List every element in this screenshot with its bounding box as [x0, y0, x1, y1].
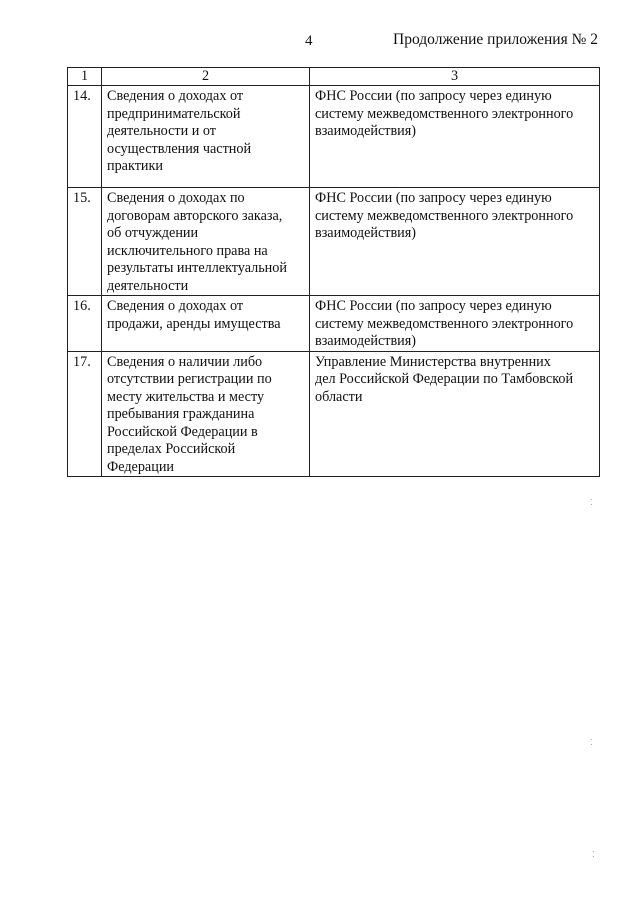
scan-speck: ⁚ — [592, 850, 595, 859]
column-header-1: 1 — [68, 68, 102, 86]
table-header-row — [68, 68, 600, 86]
info-cell: Сведения о доходах по договорам авторского заказа, об отчуждении исключительного права на результаты интеллектуальной деятельности — [102, 188, 310, 296]
table-row — [68, 86, 600, 188]
source-cell: ФНС России (по запросу через единую систему межведомственного электронного взаимодействия) — [310, 86, 600, 188]
row-number: 15. — [68, 188, 102, 296]
table-row — [68, 296, 600, 352]
page-header-title: Продолжение приложения № 2 — [393, 31, 598, 48]
table-row — [68, 351, 600, 477]
info-cell: Сведения о доходах от продажи, аренды имущества — [102, 296, 310, 352]
column-header-2: 2 — [102, 68, 310, 86]
info-cell: Сведения о доходах от предпринимательской деятельности и от осуществления частной практики — [102, 86, 310, 188]
scan-speck: ⁚ — [590, 498, 593, 507]
source-cell: ФНС России (по запросу через единую систему межведомственного электронного взаимодействия) — [310, 296, 600, 352]
column-header-3: 3 — [310, 68, 600, 86]
info-cell: Сведения о наличии либо отсутствии регистрации по месту жительства и месту пребывания гражданина Российской Федерации в пределах Российской Федерации — [102, 351, 310, 477]
source-cell: ФНС России (по запросу через единую систему межведомственного электронного взаимодействия) — [310, 188, 600, 296]
data-table — [67, 67, 600, 477]
source-cell: Управление Министерства внутренних дел Российской Федерации по Тамбовской области — [310, 351, 600, 477]
table-row — [68, 188, 600, 296]
row-number: 17. — [68, 351, 102, 477]
page-number: 4 — [305, 33, 313, 49]
scan-speck: ⁚ — [590, 738, 593, 747]
row-number: 16. — [68, 296, 102, 352]
row-number: 14. — [68, 86, 102, 188]
